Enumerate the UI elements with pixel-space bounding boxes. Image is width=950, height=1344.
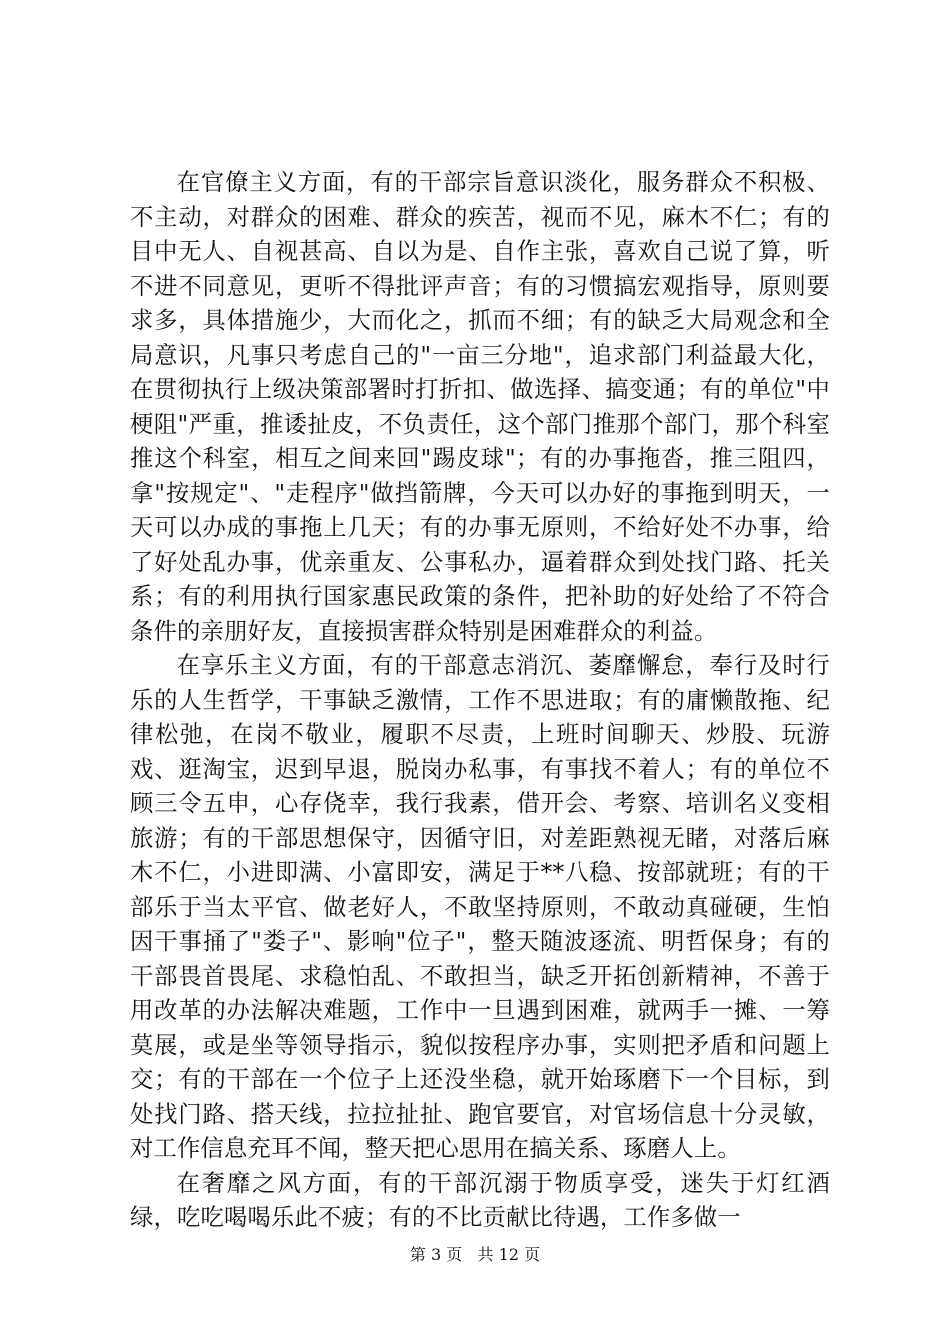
paragraph-hedonism: 在享乐主义方面，有的干部意志消沉、萎靡懈怠，奉行及时行乐的人生哲学，干事缺乏激情，工作不思进取；有的庸懒散拖、纪律松弛，在岗不敬业，履职不尽责，上班时间聊天、炒股、玩游戏、逛淘宝，迟到早退，脱岗办私事，有事找不着人；有的单位不顾三令五申，心存侥幸，我行我素，借开会、考察、培训名义变相旅游；有的干部思想保守，因循守旧，对差距熟视无睹，对落后麻木不仁，小进即满、小富即安，满足于**八稳、按部就班；有的干部乐于当太平官、做老好人，不敢坚持原则，不敢动真碰硬，生怕因干事捅了"娄子"、影响"位子"，整天随波逐流、明哲保身；有的干部畏首畏尾、求稳怕乱、不敢担当，缺乏开拓创新精神，不善于用改革的办法解决难题，工作中一旦遇到困难，就两手一摊、一筹莫展，或是坐等领导指示，貌似按程序办事，实则把矛盾和问题上交；有的干部在一个位子上还没坐稳，就开始琢磨下一个目标，到处找门路、搭天线，拉拉扯扯、跑官要官，对官场信息十分灵敏，对工作信息充耳不闻，整天把心思用在搞关系、琢磨人上。	[130, 652, 830, 1162]
footer-spacer	[467, 1245, 472, 1264]
total-pages: 共 12 页	[477, 1245, 541, 1264]
paragraph-bureaucratism: 在官僚主义方面，有的干部宗旨意识淡化，服务群众不积极、不主动，对群众的困难、群众的疾苦，视而不见，麻木不仁；有的目中无人、自视甚高、自以为是、自作主张，喜欢自己说了算，听不进不同意见，更听不得批评声音；有的习惯搞宏观指导，原则要求多，具体措施少，大而化之，抓而不细；有的缺乏大局观念和全局意识，凡事只考虑自己的"一亩三分地"，追求部门利益最大化，在贯彻执行上级决策部署时打折扣、做选择、搞变通；有的单位"中梗阻"严重，推诿扯皮，不负责任，这个部门推那个部门，那个科室推这个科室，相互之间来回"踢皮球"；有的办事拖沓，推三阻四，拿"按规定"、"走程序"做挡箭牌，今天可以办好的事拖到明天，一天可以办成的事拖上几天；有的办事无原则，不给好处不办事，给了好处乱办事，优亲重友、公事私办，逼着群众到处找门路、托关系；有的利用执行国家惠民政策的条件，把补助的好处给了不符合条件的亲朋好友，直接损害群众特别是困难群众的利益。	[130, 169, 830, 645]
paragraph-extravagance: 在奢靡之风方面，有的干部沉溺于物质享受，迷失于灯红酒绿，吃吃喝喝乐此不疲；有的不比贡献比待遇，工作多做一	[130, 1169, 830, 1231]
page-footer	[0, 1245, 950, 1265]
page-number: 第 3 页	[409, 1245, 463, 1264]
body-text	[130, 166, 830, 1236]
